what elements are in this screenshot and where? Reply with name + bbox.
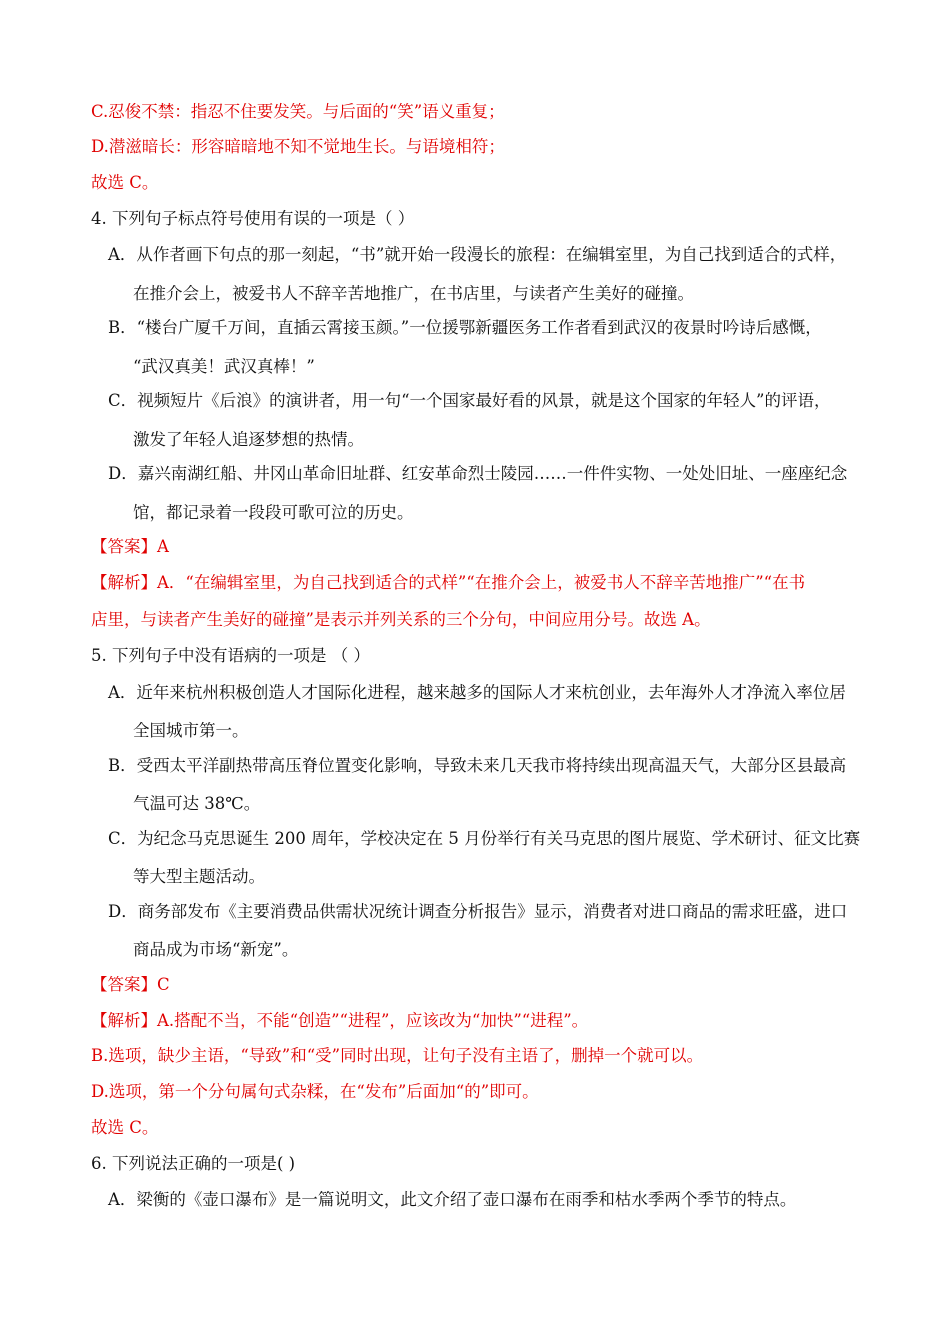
q4-option-d: D．嘉兴南湖红船、井冈山革命旧址群、红安革命烈士陵园……一件件实物、一处处旧址、一座座纪念	[108, 464, 848, 483]
q4-stem: 4. 下列句子标点符号使用有误的一项是（ ）	[91, 209, 415, 228]
q5-option-d: D．商务部发布《主要消费品供需状况统计调查分析报告》显示，消费者对进口商品的需求旺盛，进口	[108, 902, 848, 921]
q4-option-b-cont: “武汉真美！武汉真棒！”	[133, 357, 315, 376]
prev-analysis-d: D.潜滋暗长：形容暗暗地不知不觉地生长。与语境相符；	[91, 137, 505, 156]
q5-option-c: C．为纪念马克思诞生 200 周年，学校决定在 5 月份举行有关马克思的图片展览、学术研讨、征文比赛	[108, 829, 861, 848]
q5-option-b-cont: 气温可达 38℃。	[133, 794, 261, 813]
q4-option-a-cont: 在推介会上，被爱书人不辞辛苦地推广，在书店里，与读者产生美好的碰撞。	[133, 284, 694, 303]
q4-option-d-cont: 馆，都记录着一段段可歌可泣的历史。	[133, 503, 414, 522]
q5-conclusion: 故选 C。	[91, 1118, 159, 1137]
q6-stem: 6. 下列说法正确的一项是( )	[91, 1154, 296, 1173]
q6-option-a: A．梁衡的《壶口瀑布》是一篇说明文，此文介绍了壶口瀑布在雨季和枯水季两个季节的特点。	[108, 1190, 797, 1209]
q4-analysis-cont: 店里，与读者产生美好的碰撞”是表示并列关系的三个分句，中间应用分号。故选 A。	[91, 610, 711, 629]
prev-analysis-c: C.忍俊不禁：指忍不住要发笑。与后面的“笑”语义重复；	[91, 102, 505, 121]
q5-stem: 5. 下列句子中没有语病的一项是 （ ）	[91, 646, 370, 665]
q4-option-b: B．“楼台广厦千万间，直插云霄接玉颜。”一位援鄂新疆医务工作者看到武汉的夜景时吟诗后感慨，	[108, 318, 822, 337]
q5-option-a-cont: 全国城市第一。	[133, 721, 249, 740]
q5-analysis-d: D.选项，第一个分句属句式杂糅，在“发布”后面加“的”即可。	[91, 1082, 539, 1101]
q5-option-b: B．受西太平洋副热带高压脊位置变化影响，导致未来几天我市将持续出现高温天气，大部分区县最高	[108, 756, 847, 775]
q4-answer: 【答案】A	[91, 537, 169, 556]
prev-conclusion: 故选 C。	[91, 173, 159, 192]
q4-option-c-cont: 激发了年轻人追逐梦想的热情。	[133, 430, 364, 449]
q4-option-a: A．从作者画下句点的那一刻起，“书”就开始一段漫长的旅程：在编辑室里，为自己找到适合的式样，	[108, 245, 847, 264]
q5-analysis-b: B.选项，缺少主语，“导致”和“受”同时出现，让句子没有主语了，删掉一个就可以。	[91, 1046, 704, 1065]
q5-option-c-cont: 等大型主题活动。	[133, 867, 265, 886]
q5-option-a: A．近年来杭州积极创造人才国际化进程，越来越多的国际人才来杭创业，去年海外人才净流入率位居	[108, 683, 846, 702]
q4-option-c: C．视频短片《后浪》的演讲者，用一句“一个国家最好看的风景，就是这个国家的年轻人”的评语，	[108, 391, 831, 410]
q5-answer: 【答案】C	[91, 975, 170, 994]
q5-option-d-cont: 商品成为市场“新宠”。	[133, 940, 299, 959]
q5-analysis: 【解析】A.搭配不当，不能“创造”“进程”，应该改为“加快”“进程”。	[91, 1011, 589, 1030]
q4-analysis: 【解析】A．“在编辑室里，为自己找到适合的式样”“在推介会上，被爱书人不辞辛苦地推广”“在书	[91, 573, 806, 592]
